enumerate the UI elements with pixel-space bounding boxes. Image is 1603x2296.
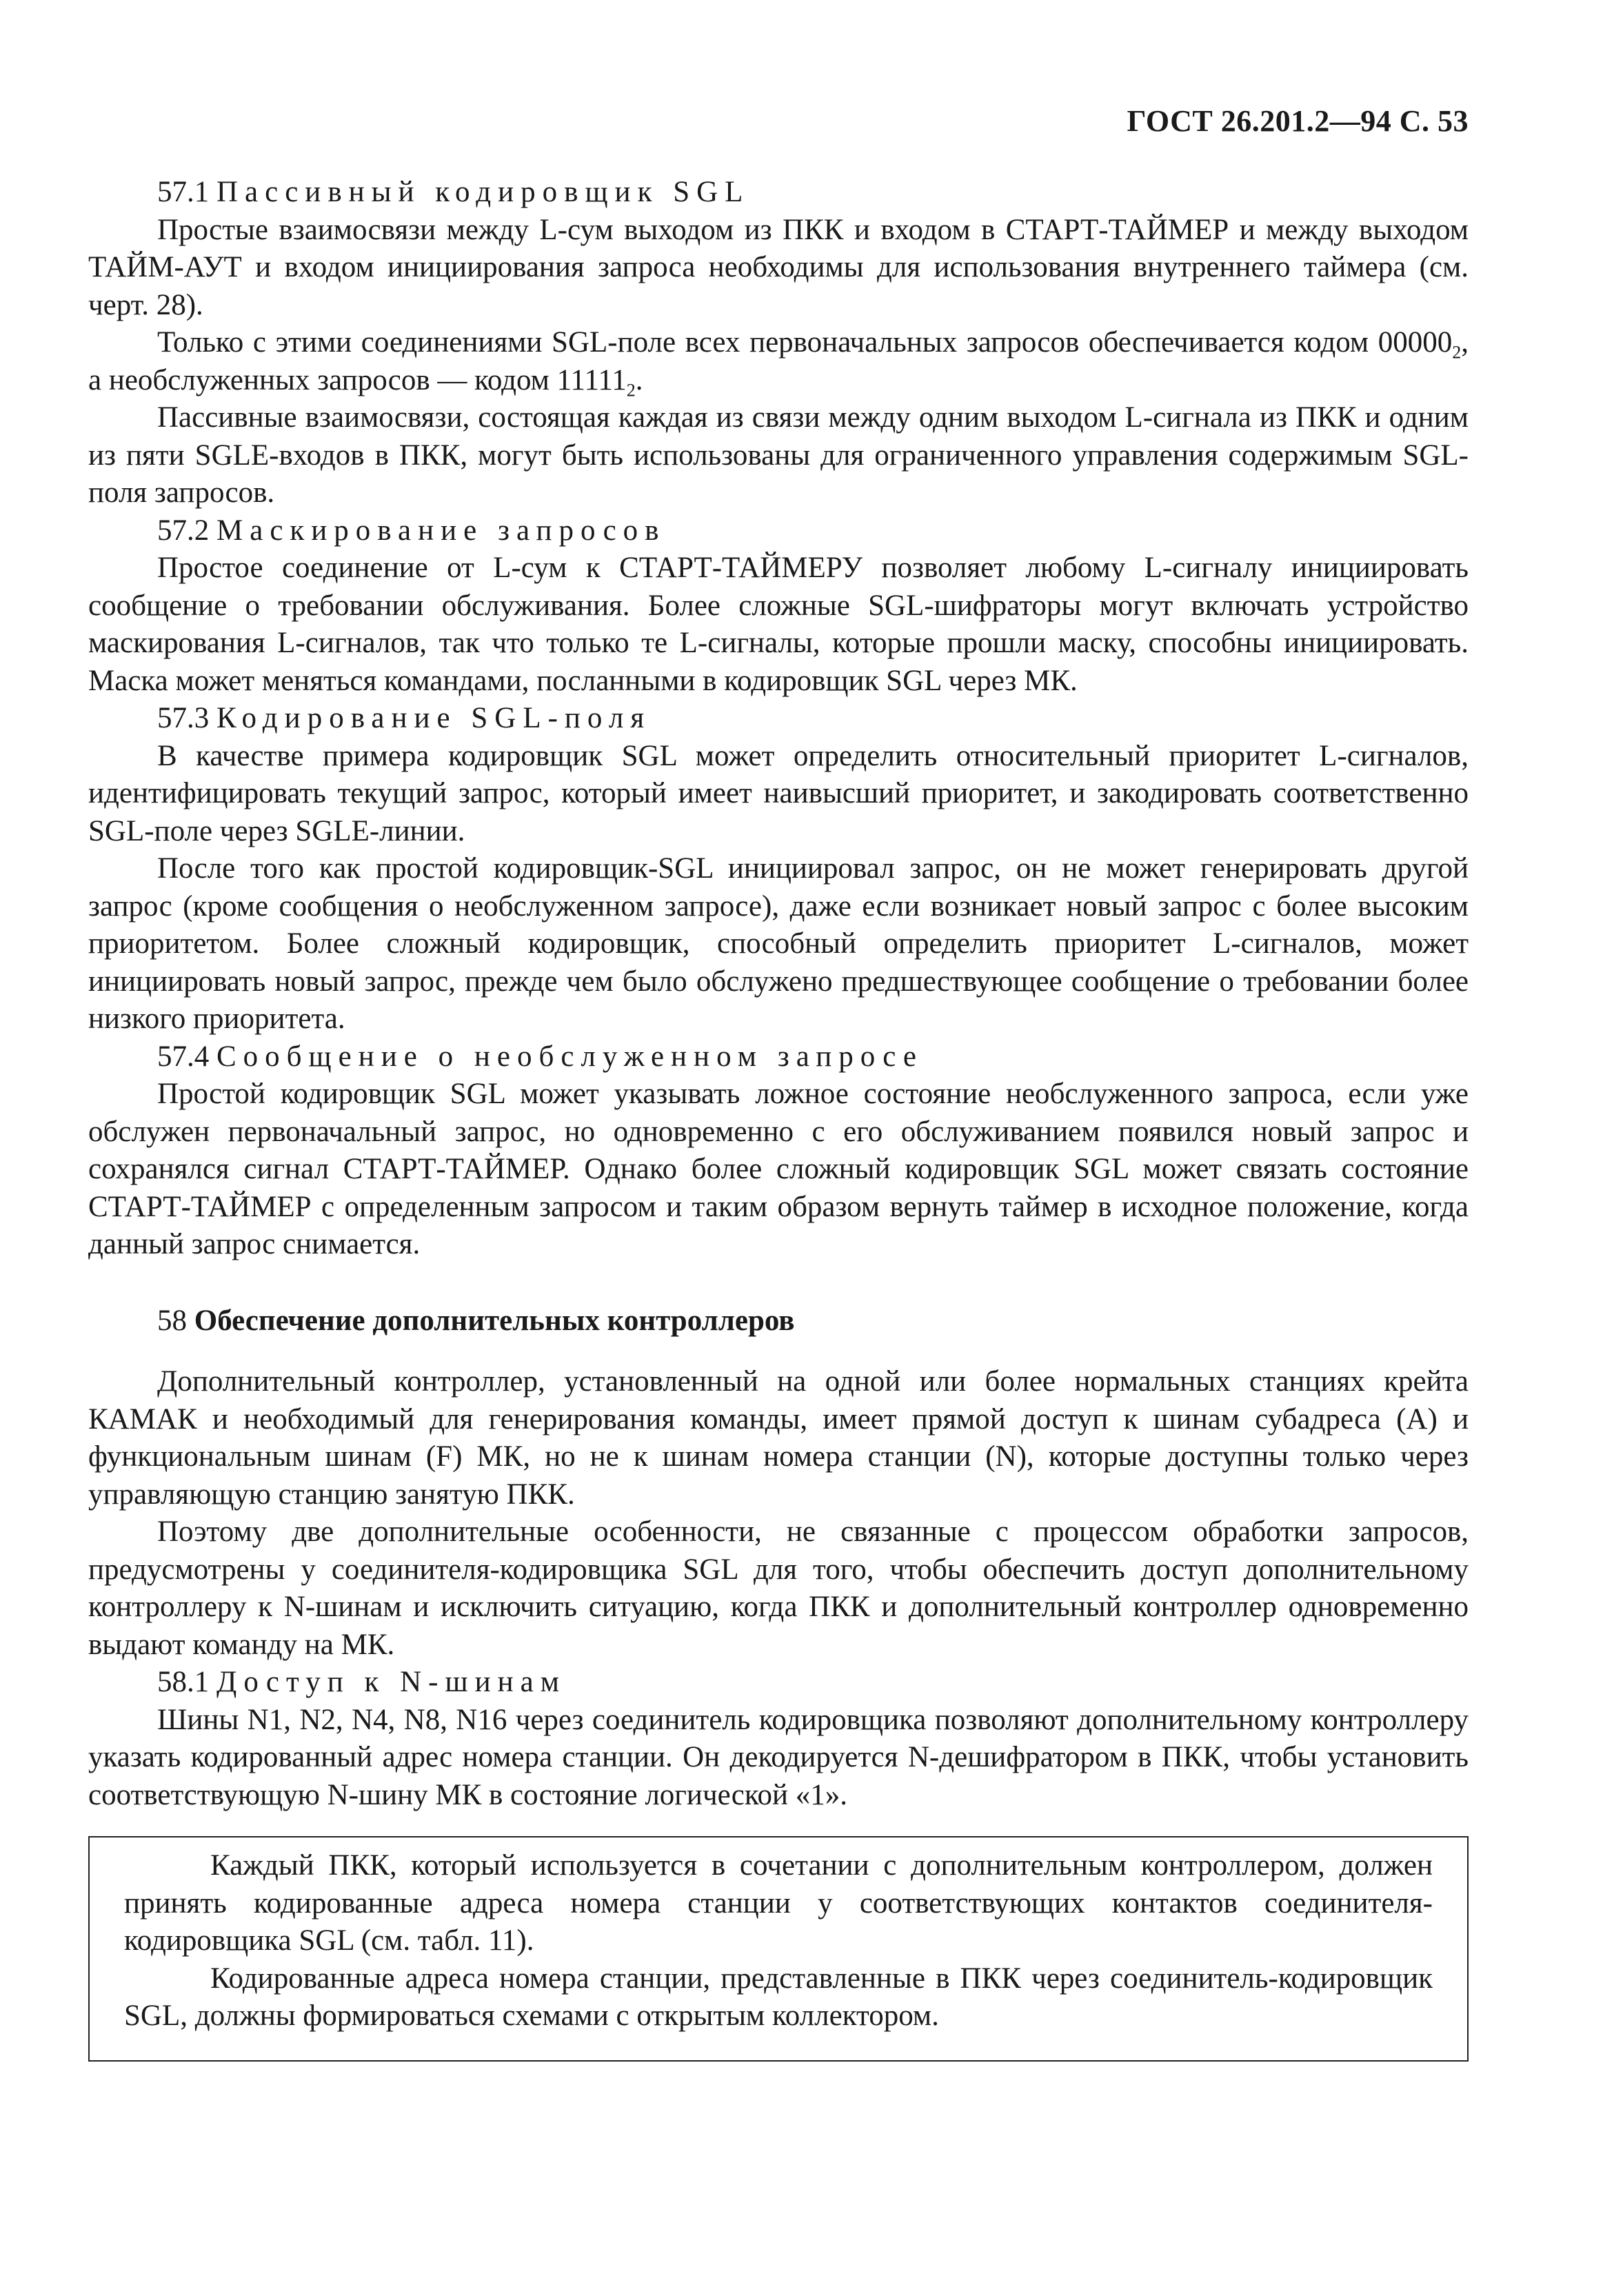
section-title: Обеспечение дополнительных контроллеров	[194, 1304, 795, 1337]
subsection-heading-58-1	[88, 1664, 1469, 1702]
subsection-number: 57.2	[157, 514, 210, 547]
subsection-title: Кодирование SGL-поля	[216, 702, 652, 734]
section-number: 58	[157, 1304, 187, 1337]
subsection-title: Маскирование запросов	[216, 514, 666, 547]
paragraph: Простое соединение от L-сум к СТАРТ-ТАЙМЕРУ позволяет любому L-сигналу инициировать сообщение о требовании обслуживания. Более сложные SGL-шифраторы могут включать устройство маскирования L-сигналов, так что только те L-сигналы, которые прошли маску, способны инициировать. Маска может меняться командами, посланными в кодировщик SGL через МК.	[88, 552, 1469, 697]
subsection-heading-57-3	[88, 700, 1469, 738]
paragraph: Простые взаимосвязи между L-сум выходом из ПКК и входом в СТАРТ-ТАЙМЕР и между выходом ТАЙМ-АУТ и входом инициирования запроса необходимы для использования внутреннего таймера (см. черт. 28).	[88, 213, 1469, 321]
box-paragraph: Каждый ПКК, который используется в сочетании с дополнительным контроллером, должен принять кодированные адреса номера станции у соответствующих контактов соединителя-кодировщика SGL (см. табл. 11).	[124, 1849, 1433, 1957]
box-paragraph: Кодированные адреса номера станции, представленные в ПКК через соединитель-кодировщик SGL, должны формироваться схемами с открытым коллектором.	[124, 1962, 1433, 2032]
text-run: .	[635, 363, 643, 396]
subsection-title: Пассивный кодировщик SGL	[216, 176, 750, 208]
paragraph: Дополнительный контроллер, установленный на одной или более нормальных станциях крейта КАМАК и необходимый для генерирования команды, имеет прямой доступ к шинам субадреса (А) и функциональным шинам (F) МК, но не к шинам номера станции (N), которые доступны только через управляющую станцию занятую ПКК.	[88, 1365, 1469, 1511]
paragraph: Шины N1, N2, N4, N8, N16 через соединитель кодировщика позволяют дополнительному контроллеру указать кодированный адрес номера станции. Он декодируется N-дешифратором в ПКК, чтобы установить соответствующую N-шину МК в состояние логической «1».	[88, 1703, 1469, 1811]
subscript: 2	[1452, 342, 1462, 363]
paragraph-with-codes	[88, 324, 1469, 399]
paragraph: Простой кодировщик SGL может указывать ложное состояние необслуженного запроса, если уже обслужен первоначальный запрос, но одновременно с его обслуживанием появился новый запрос и сохранялся сигнал СТАРТ-ТАЙМЕР. Однако более сложный кодировщик SGL может связать состояние СТАРТ-ТАЙМЕР с определенным запросом и таким образом вернуть таймер в исходное положение, когда данный запрос снимается.	[88, 1078, 1469, 1260]
subsection-title: Сообщение о необслуженном запросе	[216, 1040, 923, 1073]
subsection-heading-57-4	[88, 1038, 1469, 1076]
paragraph: В качестве примера кодировщик SGL может определить относительный приоритет L-сигналов, идентифицировать текущий запрос, который имеет наивысший приоритет, и закодировать соответственно SGL-поле через SGLE-линии.	[88, 739, 1469, 847]
subsection-number: 57.1	[157, 176, 210, 208]
subsection-number: 58.1	[157, 1666, 210, 1698]
page-content	[88, 174, 1469, 2062]
subscript: 2	[626, 380, 636, 401]
subsection-number: 57.4	[157, 1040, 210, 1073]
subsection-heading-57-1	[88, 174, 1469, 212]
text-run: Только с этими соединениями SGL-поле всех первоначальных запросов обеспечивается кодом 00000	[157, 326, 1453, 359]
subsection-heading-57-2	[88, 512, 1469, 550]
paragraph: Пассивные взаимосвязи, состоящая каждая из связи между одним выходом L-сигнала из ПКК и одним из пяти SGLE-входов в ПКК, могут быть использованы для ограниченного управления содержимым SGL-поля запросов.	[88, 401, 1469, 509]
subsection-title: Доступ к N-шинам	[216, 1666, 566, 1698]
paragraph: После того как простой кодировщик-SGL инициировал запрос, он не может генерировать другой запрос (кроме сообщения о необслуженном запросе), даже если возникает новый запрос с более высоким приоритетом. Более сложный кодировщик, способный определить приоритет L-сигналов, может инициировать новый запрос, прежде чем было обслужено предшествующее сообщение о требовании более низкого приоритета.	[88, 852, 1469, 1035]
paragraph: Поэтому две дополнительные особенности, не связанные с процессом обработки запросов, предусмотрены у соединителя-кодировщика SGL для того, чтобы обеспечить доступ дополнительному контроллеру к N-шинам и исключить ситуацию, когда ПКК и дополнительный контроллер одновременно выдают команду на МК.	[88, 1515, 1469, 1661]
section-heading-58	[88, 1302, 1469, 1340]
subsection-number: 57.3	[157, 702, 210, 734]
page-header: ГОСТ 26.201.2—94 С. 53	[1127, 104, 1469, 138]
text-run: , а необслуженных запросов — кодом 11111	[88, 326, 1469, 396]
requirement-box	[88, 1836, 1469, 2062]
